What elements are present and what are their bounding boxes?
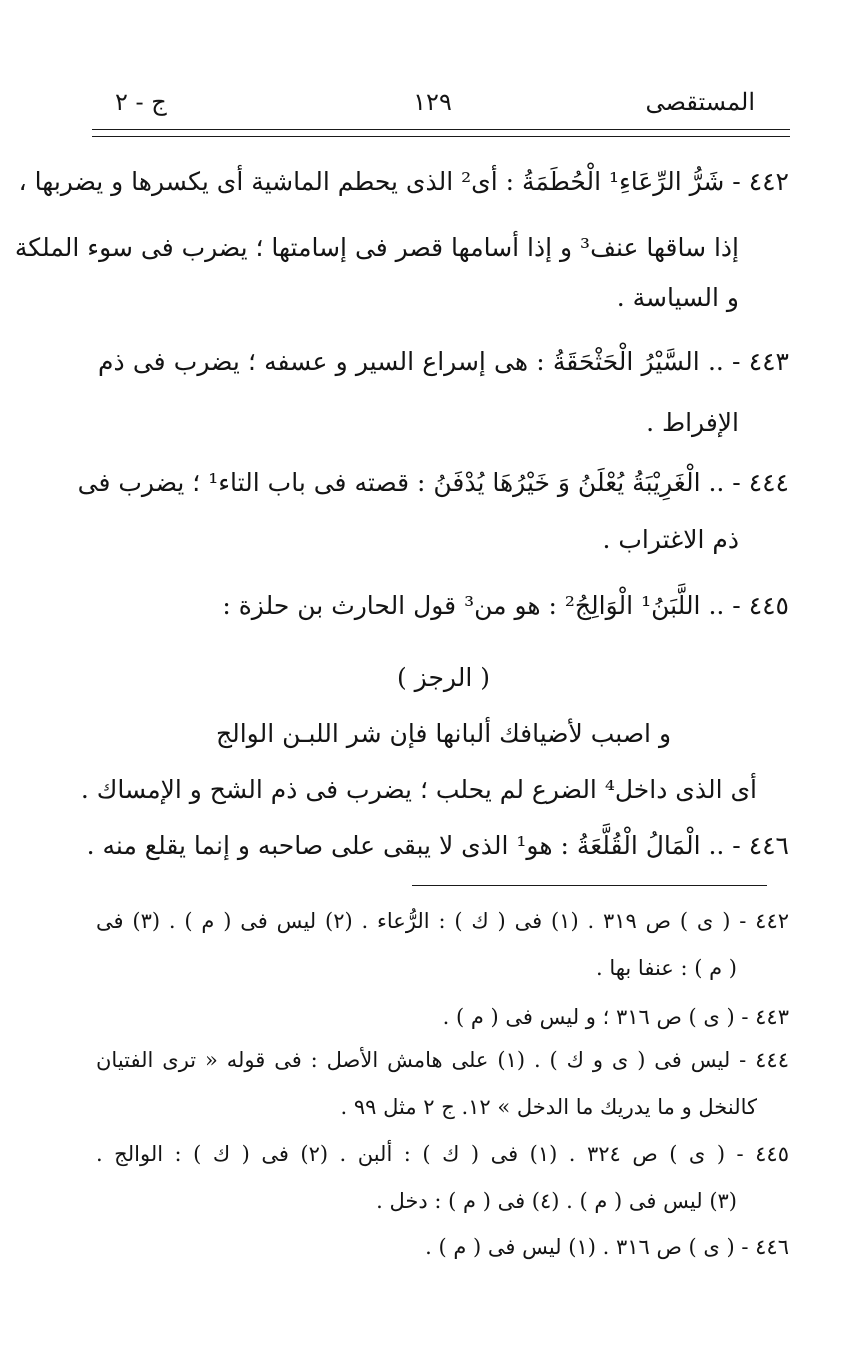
entry-442-line-1: ٤٤٢ - شَرُّ الرِّعَاءِ¹ الْحُطَمَةُ : أى² الذى يحطم الماشية أى يكسرها و يضربها ،: [18, 167, 789, 196]
verse-gloss: أى الذى داخل⁴ الضرع لم يحلب ؛ يضرب فى ذم الشح و الإمساك .: [80, 775, 757, 804]
entry-444-line-1: ٤٤٤ - .. الْغَرِيْبَةُ يُعْلَنُ وَ خَيْرُهَا يُدْفَنُ : قصته فى باب التاء¹ ؛ يضرب فى: [77, 468, 789, 497]
running-header: [110, 82, 755, 122]
header-rule-top: [92, 129, 790, 130]
running-title: المستقصى: [645, 88, 755, 116]
footnote-442-line-1: ٤٤٢ - ( ى ) ص ٣١٩ . (١) فى ( ك ) : الرُّعاء . (٢) ليس فى ( م ) . (٣) فى: [96, 909, 790, 933]
volume-label: ج - ٢: [115, 88, 167, 116]
footnote-444-line-1: ٤٤٤ - ليس فى ( ى و ك ) . (١) على هامش الأصل : فى قوله « ترى الفتيان: [96, 1048, 789, 1072]
footnote-443: ٤٤٣ - ( ى ) ص ٣١٦ ؛ و ليس فى ( م ) .: [442, 1005, 789, 1029]
footnote-444-line-2: كالنخل و ما يدريك ما الدخل » ١٢. ج ٢ مثل ٩٩ .: [340, 1095, 757, 1119]
entry-446-line-1: ٤٤٦ - .. الْمَالُ الْقُلَّعَةُ : هو¹ الذى لا يبقى على صاحبه و إنما يقلع منه .: [86, 831, 789, 860]
verse-line: و اصبب لأضيافك ألبانها فإن شر اللبـن الوالج: [215, 719, 672, 748]
footnote-442-line-2: ( م ) : عنفا بها .: [595, 956, 737, 980]
entry-442-line-3: و السياسة .: [616, 283, 739, 312]
entry-443-line-2: الإفراط .: [646, 408, 739, 437]
footnote-446: ٤٤٦ - ( ى ) ص ٣١٦ . (١) ليس فى ( م ) .: [425, 1235, 789, 1259]
entry-443-line-1: ٤٤٣ - .. السَّيْرُ الْحَثْحَقَةُ : هى إسراع السير و عسفه ؛ يضرب فى ذم: [98, 347, 789, 376]
footnote-separator: [412, 885, 767, 886]
footnote-445-line-2: (٣) ليس فى ( م ) . (٤) فى ( م ) : دخل .: [376, 1189, 737, 1213]
entry-442-line-2: إذا ساقها عنف³ و إذا أسامها قصر فى إسامتها ؛ يضرب فى سوء الملكة: [14, 233, 739, 262]
verse-meter: ( الرجز ): [396, 663, 490, 692]
page-number: ١٢٩: [413, 88, 452, 116]
header-rule-bottom: [92, 136, 790, 137]
entry-445-line-1: ٤٤٥ - .. اللَّبَنُ¹ الْوَالِجُ² : هو من³ قول الحارث بن حلزة :: [222, 591, 789, 620]
entry-444-line-2: ذم الاغتراب .: [602, 525, 739, 554]
footnote-445-line-1: ٤٤٥ - ( ى ) ص ٣٢٤ . (١) فى ( ك ) : ألبن . (٢) فى ( ك ) : الوالج .: [96, 1142, 789, 1166]
